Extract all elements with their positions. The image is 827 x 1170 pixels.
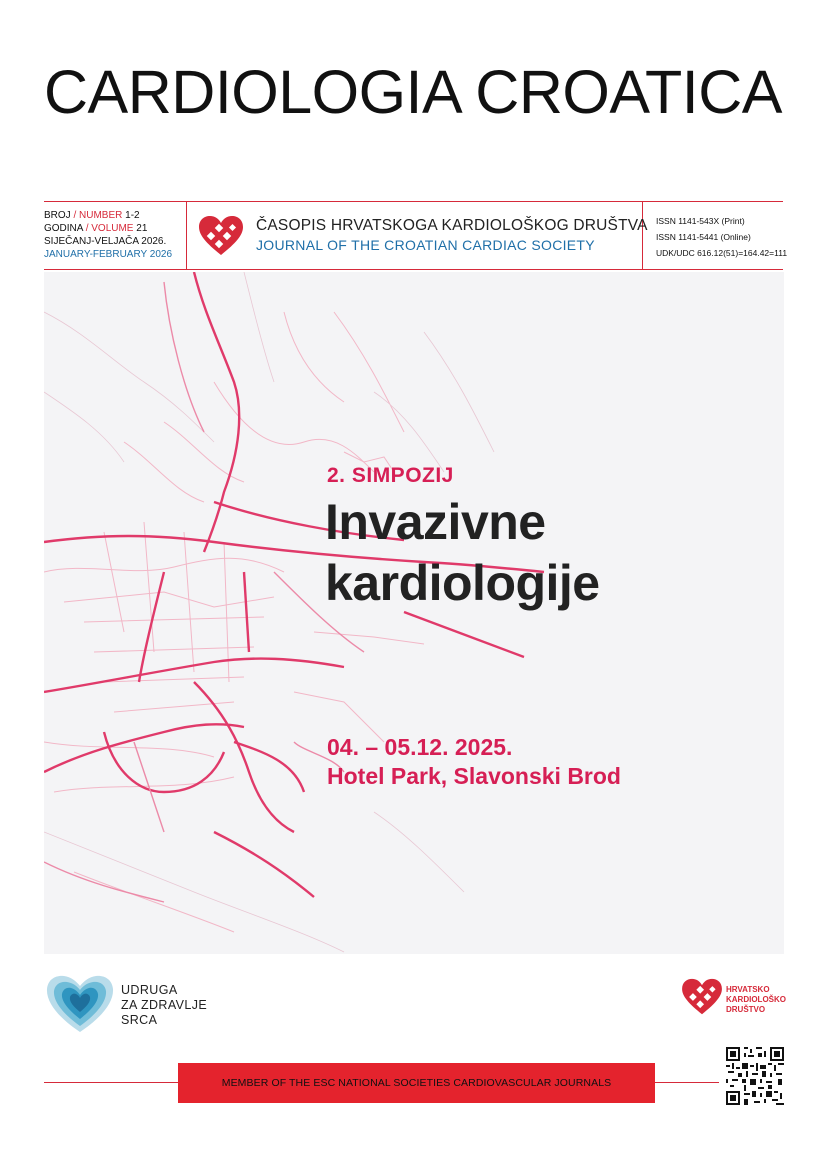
event-title-line-2: kardiologije xyxy=(325,555,600,611)
society-name-hr: ČASOPIS HRVATSKOGA KARDIOLOŠKOG DRUŠTVA xyxy=(256,217,648,234)
event-title-line-1: Invazivne xyxy=(325,494,546,550)
society-name-en: JOURNAL OF THE CROATIAN CARDIAC SOCIETY xyxy=(256,237,595,253)
issue-block xyxy=(44,209,172,261)
qr-code-icon[interactable] xyxy=(726,1047,784,1105)
footer-rule-left xyxy=(44,1082,178,1083)
uzs-line-3: SRCA xyxy=(121,1013,158,1027)
cover-image xyxy=(44,272,784,954)
issn-print: ISSN 1141-543X (Print) xyxy=(656,216,745,226)
uzs-text xyxy=(121,983,207,1028)
heart-checker-logo-icon xyxy=(681,978,723,1016)
esc-membership-banner: MEMBER OF THE ESC NATIONAL SOCIETIES CARDIOVASCULAR JOURNALS xyxy=(178,1063,655,1103)
udk: UDK/UDC 616.12(51)=164.42=111 xyxy=(656,248,788,258)
society-block xyxy=(198,213,648,259)
broj-label: BROJ xyxy=(44,210,71,221)
separator-left xyxy=(186,201,187,270)
uzs-line-2: ZA ZDRAVLJE xyxy=(121,998,208,1012)
journal-title: CARDIOLOGIA CROATICA xyxy=(44,58,782,126)
event-venue: Hotel Park, Slavonski Brod xyxy=(327,763,621,789)
volume-label: VOLUME xyxy=(91,223,134,234)
hkd-text xyxy=(726,985,786,1015)
heart-checker-logo-icon xyxy=(198,215,244,257)
rule-top xyxy=(44,201,783,202)
issn-block xyxy=(656,213,787,261)
godina-label: GODINA xyxy=(44,223,83,234)
volume-line: GODINA / VOLUME 21 xyxy=(44,223,148,234)
issn-online: ISSN 1141-5441 (Online) xyxy=(656,232,751,242)
hkd-line-2: KARDIOLOŠKO xyxy=(726,995,786,1004)
separator-right xyxy=(642,201,643,270)
period-hr: SIJEČANJ-VELJAČA 2026. xyxy=(44,236,167,247)
footer-rule-right xyxy=(655,1082,719,1083)
rule-bottom xyxy=(44,269,783,270)
event-date: 04. – 05.12. 2025. xyxy=(327,734,513,760)
volume-value: 21 xyxy=(136,223,148,234)
city-map-illustration xyxy=(44,272,784,954)
blue-heart-logo-icon xyxy=(44,974,116,1034)
hkd-line-3: DRUŠTVO xyxy=(726,1005,766,1014)
number-line: BROJ / NUMBER 1-2 xyxy=(44,210,140,221)
uzs-line-1: UDRUGA xyxy=(121,983,178,997)
number-value: 1-2 xyxy=(125,210,140,221)
hkd-line-1: HRVATSKO xyxy=(726,985,770,994)
event-kicker: 2. SIMPOZIJ xyxy=(327,464,454,487)
number-label: NUMBER xyxy=(79,210,123,221)
period-en: JANUARY-FEBRUARY 2026 xyxy=(44,249,173,260)
issue-info-row xyxy=(44,201,788,270)
